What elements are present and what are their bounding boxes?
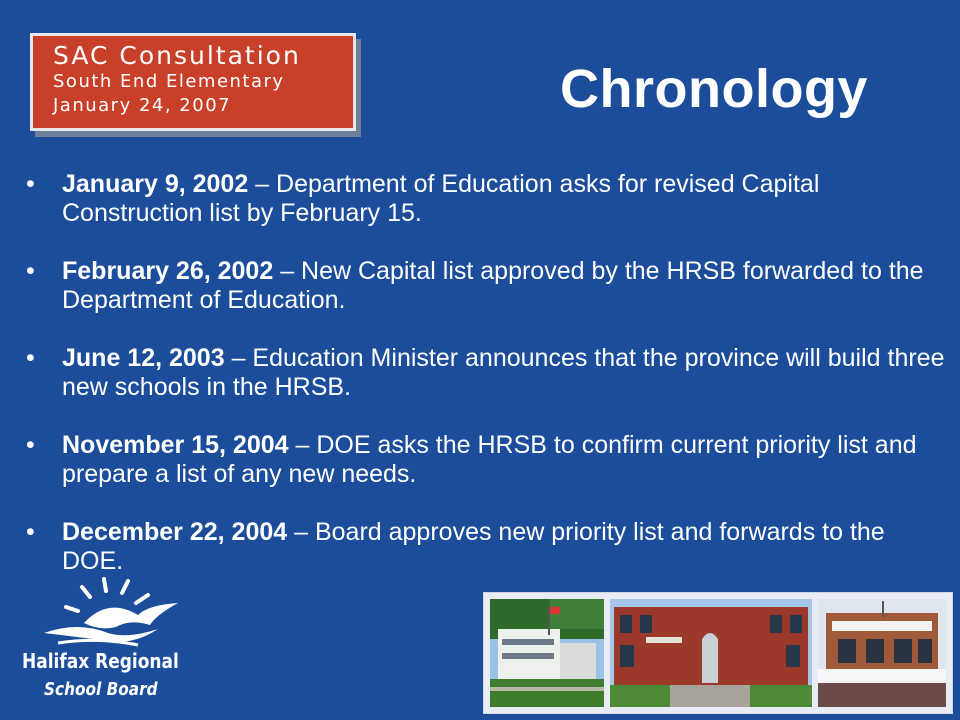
hrsb-logo bbox=[18, 575, 218, 715]
badge-school: South End Elementary bbox=[53, 71, 285, 92]
bullet-text: – New Capital list approved by the HRSB forwarded to the Department of Education. bbox=[62, 257, 924, 314]
logo-line2: School Board bbox=[44, 679, 158, 700]
bullet-icon: • bbox=[26, 344, 35, 372]
logo-line1: Halifax Regional bbox=[22, 649, 179, 673]
school-photo-2 bbox=[610, 599, 812, 707]
list-item bbox=[26, 170, 946, 228]
bullet-icon: • bbox=[26, 257, 35, 285]
list-item bbox=[26, 431, 946, 489]
school-photo-3 bbox=[818, 599, 946, 707]
badge-date: January 24, 2007 bbox=[53, 95, 232, 116]
bullet-date: December 22, 2004 bbox=[62, 518, 288, 546]
list-item bbox=[26, 257, 946, 315]
list-item bbox=[26, 344, 946, 402]
slide-title: Chronology bbox=[560, 59, 868, 119]
sun-bird-icon bbox=[38, 575, 198, 655]
bullet-icon: • bbox=[26, 518, 35, 546]
school-photo-1 bbox=[490, 599, 604, 707]
sac-consultation-badge bbox=[30, 33, 356, 131]
bullet-date: January 9, 2002 bbox=[62, 170, 249, 198]
bullet-date: February 26, 2002 bbox=[62, 257, 274, 285]
bullet-date: June 12, 2003 bbox=[62, 344, 225, 372]
bullet-text: – Education Minister announces that the province will build three new schools in the HRSB. bbox=[62, 344, 945, 401]
list-item bbox=[26, 518, 946, 576]
bullet-text: – Board approves new priority list and forwards to the DOE. bbox=[62, 518, 885, 575]
bullet-date: November 15, 2004 bbox=[62, 431, 289, 459]
bullet-icon: • bbox=[26, 170, 35, 198]
bullet-text: – Department of Education asks for revised Capital Construction list by February 15. bbox=[62, 170, 820, 227]
chronology-list bbox=[26, 170, 946, 605]
bullet-text: – DOE asks the HRSB to confirm current priority list and prepare a list of any new needs. bbox=[62, 431, 917, 488]
bullet-icon: • bbox=[26, 431, 35, 459]
badge-title: SAC Consultation bbox=[53, 41, 301, 70]
school-photo-strip bbox=[483, 592, 953, 714]
